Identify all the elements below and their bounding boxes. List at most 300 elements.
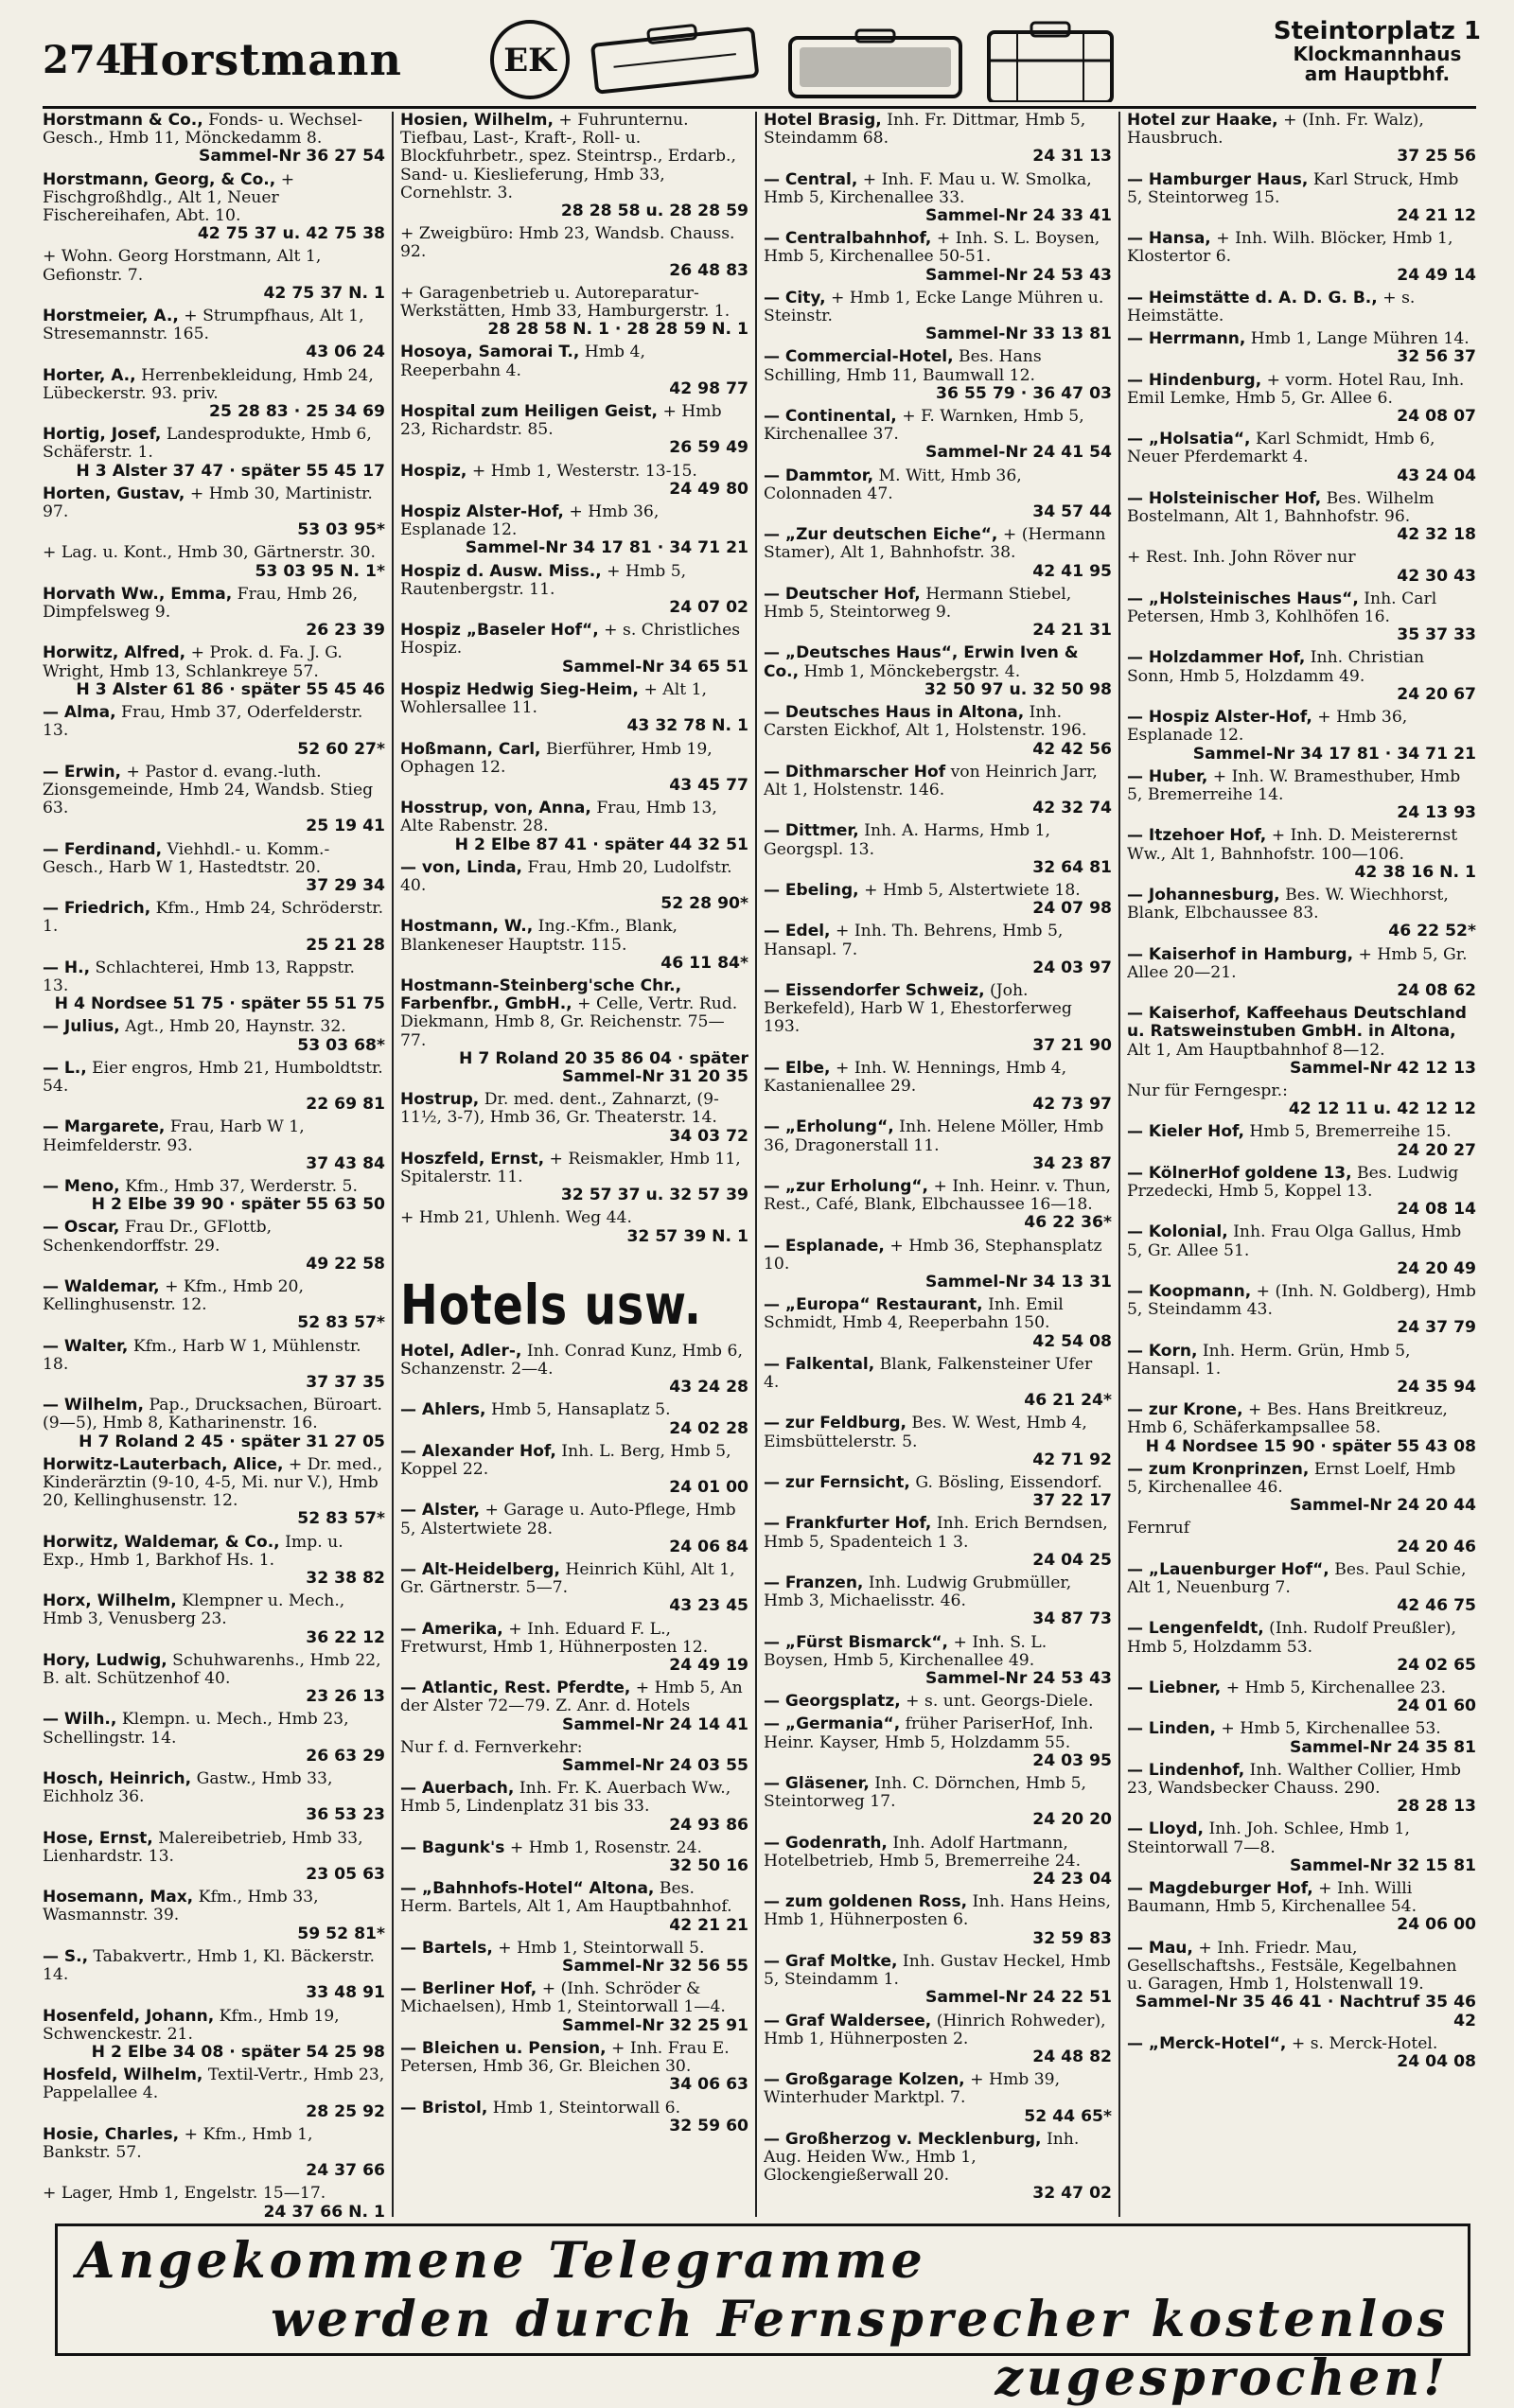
directory-entry — [764, 2071, 1112, 2126]
entry-phone: 42 32 74 — [1032, 799, 1112, 818]
entry-phone: 26 23 39 — [306, 621, 385, 641]
directory-entry — [1127, 590, 1476, 645]
directory-entry — [400, 977, 748, 1086]
entry-phone: 24 93 86 — [669, 1815, 748, 1835]
entry-address: Karl Struck, Hmb 5, Steintorweg 15. — [1127, 169, 1459, 207]
entry-address: + s. Merck-Hotel. — [1291, 2033, 1438, 2053]
directory-entry — [764, 171, 1112, 226]
directory-entry — [1127, 1679, 1476, 1715]
directory-entry — [1127, 1940, 1476, 2030]
entry-name: — Magdeburger Hof, — [1127, 1879, 1313, 1899]
entry-address: Frau, Hmb 20, Ludolfstr. 40. — [400, 857, 732, 895]
entry-address: Frau, Hmb 37, Oderfelderstr. 13. — [43, 703, 363, 741]
entry-address: + (Inh. N. Goldberg), Hmb 5, Steindamm 43. — [1127, 1281, 1476, 1320]
entry-address: Heinrich Kühl, Alt 1, Gr. Gärtnerstr. 5—7. — [400, 1560, 735, 1598]
entry-address: Hmb 1, Mönckebergstr. 4. — [803, 661, 1021, 681]
entry-name: — Dittmer, — [764, 821, 859, 841]
entry-address: + Hmb 1, Westerstr. 13-15. — [471, 461, 697, 481]
header-advertisement — [1274, 19, 1481, 84]
entry-name: Horwitz-Lauterbach, Alice, — [43, 1454, 284, 1474]
entry-name: — Continental, — [764, 407, 897, 427]
entry-name: — Hindenburg, — [1127, 370, 1262, 390]
directory-entry — [1127, 1005, 1476, 1078]
directory-entry — [43, 1060, 385, 1115]
entry-phone: 24 37 79 — [1397, 1318, 1476, 1338]
entry-address: + Alt 1, Wohlersallee 11. — [400, 679, 707, 718]
directory-entry — [764, 1356, 1112, 1411]
entry-phone: 24 20 49 — [1397, 1258, 1476, 1278]
telegram-notice-line1: Angekommene Telegramme — [77, 2232, 926, 2290]
entry-name: — Erwin, — [43, 762, 122, 782]
entry-name: — Lengenfeldt, — [1127, 1619, 1264, 1639]
directory-entry — [43, 308, 385, 362]
entry-phone: Sammel-Nr 33 13 81 — [924, 325, 1112, 344]
directory-entry — [764, 467, 1112, 522]
entry-phone: 42 38 16 N. 1 — [1354, 862, 1476, 882]
directory-entry — [1127, 2035, 1476, 2071]
column-1 — [43, 112, 385, 2217]
entry-phone: Sammel-Nr 42 12 13 — [1289, 1058, 1476, 1078]
entry-name: — Franzen, — [764, 1573, 864, 1593]
entry-name: — H., — [43, 958, 91, 977]
entry-address: + Inh. Th. Behrens, Hmb 5, Hansapl. 7. — [764, 922, 1064, 959]
entry-name: — KölnerHof goldene 13, — [1127, 1163, 1352, 1183]
entry-name: Horstmann, Georg, & Co., — [43, 169, 276, 189]
entry-phone: 26 63 29 — [306, 1746, 385, 1766]
entry-phone: 24 07 98 — [1032, 899, 1112, 919]
directory-entry — [43, 1770, 385, 1825]
entry-address: Frau Dr., GFlottb, Schenkendorffstr. 29. — [43, 1218, 273, 1256]
directory-entry — [43, 2066, 385, 2121]
entry-address: Fernruf — [1127, 1519, 1190, 1538]
entry-name: — Linden, — [1127, 1719, 1216, 1739]
header-ad-line2: Klockmannhaus — [1293, 43, 1462, 66]
entry-name: — Esplanade, — [764, 1236, 885, 1256]
entry-phone: 46 22 52* — [1388, 922, 1476, 941]
entry-phone: 42 98 77 — [669, 378, 748, 398]
entry-address: + Inh. Friedr. Mau, Gesellschaftshs., Festsäle, Kegelbahnen u. Garagen, Hmb 1, Holstenwall 19. — [1127, 1938, 1457, 1995]
entry-address: Alt 1, Am Hauptbahnhof 8—12. — [1127, 1040, 1385, 1060]
entry-name: Horter, A., — [43, 365, 136, 385]
entry-name: — Bleichen u. Pension, — [400, 2038, 607, 2058]
entry-address: Textil-Vertr., Hmb 23, Pappelallee 4. — [43, 2065, 385, 2103]
directory-entry — [1127, 768, 1476, 823]
entry-name: — Dammtor, — [764, 466, 874, 485]
entry-phone: 24 48 82 — [1032, 2047, 1112, 2066]
entry-name: Hotel zur Haake, — [1127, 112, 1278, 130]
entry-name: — Alt-Heidelberg, — [400, 1560, 560, 1580]
entry-address: Ernst Loelf, Hmb 5, Kirchenallee 46. — [1127, 1459, 1456, 1498]
directory-entry — [43, 1711, 385, 1766]
entry-address: + Inh. D. Meisterernst Ww., Alt 1, Bahnhofstr. 100—106. — [1127, 826, 1458, 864]
column-2 — [400, 112, 748, 2217]
entry-address: + Hmb 30, Martinistr. 97. — [43, 483, 373, 522]
entry-phone: 53 03 68* — [297, 1035, 385, 1055]
entry-name: — Ferdinand, — [43, 839, 163, 859]
entry-phone: Sammel-Nr 32 56 55 — [561, 1957, 748, 1977]
entry-name: — Oscar, — [43, 1218, 120, 1238]
entry-name: Hotel Brasig, — [764, 112, 882, 130]
directory-entry — [43, 764, 385, 836]
entry-name: — Friedrich, — [43, 899, 151, 919]
header-ad-line1: Steintorplatz 1 — [1273, 17, 1481, 45]
directory-entry — [400, 1151, 748, 1205]
column-3 — [764, 112, 1112, 2217]
entry-phone: Sammel-Nr 34 17 81 · 34 71 21 — [1192, 744, 1476, 764]
entry-address: + Wohn. Georg Horstmann, Alt 1, Gefionstr. 7. — [43, 247, 322, 285]
directory-entry — [1127, 1520, 1476, 1556]
directory-entry — [1127, 1123, 1476, 1159]
directory-entry — [764, 230, 1112, 285]
entry-address: Inh. Carsten Eickhof, Alt 1, Holstenstr. 196. — [764, 703, 1087, 741]
entry-address: Kfm., Hmb 19, Schwenckestr. 21. — [43, 2006, 340, 2044]
entry-name: — „Deutsches Haus“, Erwin Iven & Co., — [764, 643, 1079, 681]
entry-name: — Heimstätte d. A. D. G. B., — [1127, 288, 1378, 308]
entry-phone: 42 41 95 — [1032, 561, 1112, 581]
entry-phone: 32 57 37 u. 32 57 39 — [560, 1186, 748, 1205]
entry-phone: 37 21 90 — [1032, 1035, 1112, 1055]
entry-name: Hosoya, Samorai T., — [400, 343, 580, 362]
entry-address: Gastw., Hmb 33, Eichholz 36. — [43, 1769, 333, 1807]
entry-address: Bes. W. Wiechhorst, Blank, Elbchaussee 83. — [1127, 885, 1449, 923]
directory-entry — [400, 563, 748, 618]
entry-phone: 43 24 28 — [669, 1378, 748, 1397]
entry-name: Hospiz Hedwig Sieg-Heim, — [400, 679, 639, 699]
entry-address: Herrenbekleidung, Hmb 24, Lübeckerstr. 93. priv. — [43, 365, 374, 403]
entry-phone: 42 30 43 — [1397, 566, 1476, 586]
entry-phone: 24 02 65 — [1397, 1655, 1476, 1675]
entry-address: (Joh. Berkefeld), Harb W 1, Ehestorferweg 193. — [764, 980, 1072, 1037]
entry-name: Hortig, Josef, — [43, 425, 162, 445]
entry-phone: 46 21 24* — [1024, 1391, 1112, 1411]
directory-entry — [400, 1839, 748, 1875]
directory-entry — [43, 1889, 385, 1943]
entry-address: Bes. Hans Schilling, Hmb 11, Baumwall 12. — [764, 347, 1042, 385]
entry-name: — Kaiserhof, Kaffeehaus Deutschland u. Ratsweinstuben GmbH. in Altona, — [1127, 1004, 1467, 1042]
entry-address: + Strumpfhaus, Alt 1, Stresemannstr. 165. — [43, 307, 364, 344]
entry-name: — Commercial-Hotel, — [764, 347, 954, 367]
entry-name: — Deutsches Haus in Altona, — [764, 703, 1025, 723]
directory-columns — [43, 112, 1476, 2217]
entry-name: Hostmann-Steinberg'sche Chr., Farbenfbr., GmbH., — [400, 976, 682, 1014]
entry-address: Kfm., Hmb 33, Wasmannstr. 39. — [43, 1888, 319, 1925]
entry-name: — Margarete, — [43, 1117, 166, 1137]
entry-phone: 32 47 02 — [1032, 2184, 1112, 2204]
entry-phone: 28 25 92 — [306, 2101, 385, 2121]
entry-address: G. Bösling, Eissendorf. — [915, 1473, 1102, 1493]
entry-name: — S., — [43, 1946, 89, 1966]
entry-address: + Prok. d. Fa. J. G. Wright, Hmb 13, Schlankreye 57. — [43, 643, 343, 681]
page-name: Horstmann — [118, 34, 402, 85]
directory-entry — [43, 1830, 385, 1885]
entry-phone: 37 29 34 — [306, 875, 385, 895]
entry-name: — Ahlers, — [400, 1400, 486, 1420]
entry-address: + Pastor d. evang.-luth. Zionsgemeinde, Hmb 24, Wandsb. Stieg 63. — [43, 762, 374, 818]
entry-name: — Holsteinischer Hof, — [1127, 488, 1322, 508]
entry-phone: 37 37 35 — [306, 1373, 385, 1392]
entry-address: + Hmb 1, Ecke Lange Mühren u. Steinstr. — [764, 288, 1104, 326]
entry-address: + s. Heimstätte. — [1127, 288, 1416, 326]
directory-entry — [764, 290, 1112, 344]
entry-phone: H 4 Nordsee 51 75 · später 55 51 75 — [54, 994, 385, 1014]
entry-address: + (Inh. Schröder & Michaelsen), Hmb 1, Steintorwall 1—4. — [400, 1979, 726, 2017]
entry-name: — „zur Erholung“, — [764, 1176, 929, 1196]
directory-entry — [764, 704, 1112, 759]
entry-address: Inh. Walther Collier, Hmb 23, Wandsbecker Chauss. 290. — [1127, 1760, 1461, 1799]
entry-address: + Hmb 36, Stephansplatz 10. — [764, 1236, 1102, 1274]
entry-phone: 24 49 80 — [669, 479, 748, 499]
entry-name: — Centralbahnhof, — [764, 229, 932, 249]
entry-name: — „Germania“, — [764, 1714, 901, 1734]
entry-phone: 42 75 37 N. 1 — [263, 283, 385, 303]
entry-name: — „Holsteinisches Haus“, — [1127, 589, 1359, 608]
entry-name: — von, Linda, — [400, 857, 523, 877]
entry-address: Inh. Adolf Hartmann, Hotelbetrieb, Hmb 5, Bremerreihe 24. — [764, 1833, 1082, 1871]
entry-phone: Sammel-Nr 24 41 54 — [924, 443, 1112, 463]
directory-entry — [764, 1474, 1112, 1510]
directory-entry — [43, 485, 385, 540]
entry-name: — Holzdammer Hof, — [1127, 648, 1306, 668]
entry-address: + Inh. W. Hennings, Hmb 4, Kastanienallee 29. — [764, 1058, 1067, 1096]
entry-name: Hoßmann, Carl, — [400, 739, 541, 759]
directory-entry — [764, 882, 1112, 918]
directory-entry — [400, 622, 748, 677]
entry-address: Karl Schmidt, Hmb 6, Neuer Pferdemarkt 4. — [1127, 430, 1435, 467]
entry-address: Imp. u. Exp., Hmb 1, Barkhof Hs. 1. — [43, 1532, 343, 1570]
column-divider — [392, 112, 394, 2217]
entry-phone: 42 12 11 u. 42 12 12 — [1288, 1099, 1476, 1119]
entry-phone: Sammel-Nr 24 03 55 — [561, 1756, 748, 1776]
entry-phone: 52 44 65* — [1024, 2106, 1112, 2126]
entry-phone: 34 23 87 — [1032, 1153, 1112, 1173]
entry-phone: 32 59 83 — [1032, 1928, 1112, 1948]
directory-entry — [43, 544, 385, 580]
entry-phone: 59 52 81* — [297, 1924, 385, 1943]
entry-phone: 42 75 37 u. 42 75 38 — [197, 224, 385, 244]
entry-phone: 24 49 19 — [669, 1656, 748, 1676]
entry-phone: 43 24 04 — [1397, 466, 1476, 485]
entry-name: — Bartels, — [400, 1938, 493, 1958]
entry-name: — Deutscher Hof, — [764, 584, 921, 604]
directory-entry — [400, 1561, 748, 1616]
entry-name: Hosemann, Max, — [43, 1888, 194, 1907]
directory-entry — [1127, 1343, 1476, 1397]
entry-phone: H 3 Alster 61 86 · später 55 45 46 — [76, 679, 385, 699]
entry-name: — Herrmann, — [1127, 329, 1246, 349]
entry-name: — Liebner, — [1127, 1679, 1222, 1698]
entry-address: + Hmb 1, Steintorwall 5. — [498, 1938, 705, 1958]
entry-address: Inh. Ludwig Grubmüller, Hmb 3, Michaelisstr. 46. — [764, 1573, 1072, 1611]
entry-address: + Dr. med., Kinderärztin (9-10, 4-5, Mi. nur V.), Hmb 20, Kellinghusenstr. 12. — [43, 1454, 383, 1511]
entry-name: — Waldemar, — [43, 1276, 160, 1296]
entry-address: + Hmb 5, Kirchenallee 23. — [1225, 1679, 1447, 1698]
entry-address: Inh. Herm. Grün, Hmb 5, Hansapl. 1. — [1127, 1341, 1411, 1379]
entry-address: + Lag. u. Kont., Hmb 30, Gärtnerstr. 30. — [43, 543, 376, 563]
entry-phone: Sammel-Nr 34 17 81 · 34 71 21 — [465, 538, 748, 558]
directory-entry — [400, 343, 748, 398]
directory-entry — [764, 1634, 1112, 1689]
entry-name: — Kaiserhof in Hamburg, — [1127, 944, 1354, 964]
directory-entry — [764, 1775, 1112, 1830]
entry-name: Horstmeier, A., — [43, 307, 179, 326]
directory-entry — [400, 1091, 748, 1146]
directory-entry — [43, 841, 385, 896]
entry-address: Eier engros, Hmb 21, Humboldtstr. 54. — [43, 1058, 383, 1096]
entry-phone: Sammel-Nr 24 53 43 — [924, 1669, 1112, 1689]
entry-phone: 24 35 94 — [1397, 1378, 1476, 1397]
entry-phone: 25 28 83 · 25 34 69 — [209, 402, 385, 422]
directory-entry — [400, 1209, 748, 1245]
entry-name: — Georgsplatz, — [764, 1692, 901, 1712]
directory-entry — [43, 1219, 385, 1274]
entry-name: Hostmann, W., — [400, 917, 534, 937]
page-number: 274 — [43, 38, 122, 82]
directory-entry — [400, 2100, 748, 2136]
directory-entry — [400, 1502, 748, 1556]
entry-address: Nur für Ferngespr.: — [1127, 1081, 1288, 1100]
entry-address: Inh. Joh. Schlee, Hmb 1, Steintorwall 7—8. — [1127, 1819, 1410, 1857]
entry-phone: 42 54 08 — [1032, 1331, 1112, 1351]
entry-address: Kfm., Hmb 37, Werderstr. 5. — [125, 1176, 358, 1196]
entry-name: — Gläsener, — [764, 1774, 870, 1794]
directory-entry — [764, 586, 1112, 641]
entry-name: — Itzehoer Hof, — [1127, 826, 1267, 846]
entry-address: Schlachterei, Hmb 13, Rappstr. 13. — [43, 958, 355, 995]
directory-entry — [764, 1835, 1112, 1889]
entry-address: Bierführer, Hmb 19, Ophagen 12. — [400, 739, 713, 777]
directory-entry — [400, 1343, 748, 1397]
entry-address: + Hmb 23, Richardstr. 85. — [400, 402, 722, 440]
entry-name: — „Zur deutschen Eiche“, — [764, 525, 998, 545]
entry-phone: 24 21 12 — [1397, 206, 1476, 226]
entry-phone: 24 01 00 — [669, 1478, 748, 1498]
entry-phone: 24 20 67 — [1397, 684, 1476, 704]
entry-address: + Inh. F. Mau u. W. Smolka, Hmb 5, Kirchenallee 33. — [764, 169, 1092, 207]
entry-address: + Hmb 36, Esplanade 12. — [400, 502, 660, 540]
entry-phone: 34 06 63 — [669, 2075, 748, 2095]
directory-entry — [43, 644, 385, 699]
entry-name: Hospiz „Baseler Hof“, — [400, 621, 599, 641]
entry-phone: 35 37 33 — [1397, 625, 1476, 645]
entry-address: von Heinrich Jarr, Alt 1, Holstenstr. 146. — [764, 762, 1098, 800]
directory-entry — [400, 1980, 748, 2035]
entry-phone: 32 50 97 u. 32 50 98 — [924, 679, 1112, 699]
entry-address: Agt., Hmb 20, Haynstr. 32. — [125, 1017, 346, 1037]
entry-name: — City, — [764, 288, 826, 308]
column-4 — [1127, 112, 1476, 2217]
directory-entry — [1127, 1082, 1476, 1118]
entry-name: — Bristol, — [400, 2098, 488, 2118]
entry-name: — Eissendorfer Schweiz, — [764, 980, 985, 1000]
entry-address: + s. Christliches Hospiz. — [400, 621, 741, 659]
directory-entry — [400, 1401, 748, 1437]
entry-phone: 23 05 63 — [306, 1865, 385, 1885]
entry-name: Hostrup, — [400, 1090, 480, 1110]
entry-phone: 24 08 62 — [1397, 980, 1476, 1000]
entry-phone: 28 28 58 u. 28 28 59 — [560, 202, 748, 221]
entry-address: + Hmb 5, An der Alster 72—79. Z. Anr. d. Hotels — [400, 1679, 743, 1716]
directory-entry — [1127, 230, 1476, 285]
entry-name: Hospiz, — [400, 461, 467, 481]
directory-entry — [1127, 490, 1476, 545]
directory-entry — [400, 503, 748, 558]
entry-phone: 24 08 07 — [1397, 407, 1476, 427]
directory-entry — [1127, 1720, 1476, 1756]
entry-address: Inh. Christian Sonn, Hmb 5, Holzdamm 49. — [1127, 648, 1425, 686]
entry-name: — Frankfurter Hof, — [764, 1514, 932, 1534]
entry-address: (Inh. Rudolf Preußler), Hmb 5, Holzdamm 53. — [1127, 1619, 1456, 1657]
directory-entry — [400, 403, 748, 458]
header-rule — [43, 106, 1476, 109]
entry-address: Landesprodukte, Hmb 6, Schäferstr. 1. — [43, 425, 372, 463]
entry-phone: 52 83 57* — [297, 1509, 385, 1529]
entry-phone: 34 87 73 — [1032, 1609, 1112, 1629]
entry-phone: H 7 Roland 2 45 · später 31 27 05 — [79, 1432, 385, 1451]
directory-entry — [400, 1780, 748, 1835]
directory-entry — [1127, 431, 1476, 485]
entry-phone: 23 26 13 — [306, 1687, 385, 1707]
entry-phone: 24 20 46 — [1397, 1537, 1476, 1556]
directory-entry — [43, 248, 385, 303]
entry-name: Hose, Ernst, — [43, 1828, 153, 1848]
entry-phone: 42 71 92 — [1032, 1450, 1112, 1469]
entry-address: Tabakvertr., Hmb 1, Kl. Bäckerstr. 14. — [43, 1946, 376, 1985]
directory-entry — [764, 1118, 1112, 1173]
entry-name: — Graf Moltke, — [764, 1951, 898, 1971]
directory-entry — [764, 112, 1112, 167]
entry-address: + Inh. Eduard F. L., Fretwurst, Hmb 1, Hühnerposten 12. — [400, 1619, 709, 1657]
directory-entry — [400, 1880, 748, 1935]
directory-entry — [43, 586, 385, 641]
logo-monogram: EK — [503, 42, 556, 79]
entry-name: — Elbe, — [764, 1058, 831, 1078]
entry-address: + Celle, Vertr. Rud. Diekmann, Hmb 8, Gr. Reichenstr. 75—77. — [400, 994, 738, 1050]
entry-name: Horten, Gustav, — [43, 483, 185, 503]
entry-address: + Hmb 5, Gr. Allee 20—21. — [1127, 944, 1468, 982]
entry-address: + Inh. W. Bramesthuber, Hmb 5, Bremerreihe 14. — [1127, 766, 1461, 804]
directory-entry — [43, 1948, 385, 2003]
directory-entry — [764, 1178, 1112, 1233]
entry-name: — „Lauenburger Hof“, — [1127, 1559, 1329, 1579]
directory-entry — [764, 2013, 1112, 2067]
entry-address: + Hmb 39, Winterhuder Marktpl. 7. — [764, 2070, 1061, 2108]
entry-name: — „Holsatia“, — [1127, 430, 1251, 449]
entry-phone: 53 03 95 N. 1* — [255, 561, 385, 581]
directory-entry — [1127, 1401, 1476, 1456]
luggage-logo-icon — [487, 17, 1131, 102]
directory-entry — [43, 704, 385, 759]
entry-name: Hospiz Alster-Hof, — [400, 502, 564, 522]
entry-name: — Central, — [764, 169, 858, 189]
entry-address: Frau, Harb W 1, Heimfelderstr. 93. — [43, 1117, 305, 1155]
directory-entry — [43, 2185, 385, 2217]
entry-phone: Sammel-Nr 24 35 81 — [1289, 1737, 1476, 1757]
entry-name: — zur Feldburg, — [764, 1414, 907, 1433]
entry-address: + (Hermann Stamer), Alt 1, Bahnhofstr. 38. — [764, 525, 1106, 563]
entry-name: — zur Krone, — [1127, 1400, 1243, 1420]
entry-address: Klempn. u. Mech., Hmb 23, Schellingstr. 14. — [43, 1710, 349, 1748]
entry-phone: 24 02 28 — [669, 1418, 748, 1438]
directory-entry — [1127, 946, 1476, 1001]
entry-address: + Inh. Wilh. Blöcker, Hmb 1, Klostertor 6. — [1127, 229, 1453, 267]
directory-entry — [400, 2040, 748, 2095]
entry-name: — zur Fernsicht, — [764, 1473, 910, 1493]
entry-address: Malereibetrieb, Hmb 33, Lienhardstr. 13. — [43, 1828, 363, 1866]
entry-address: Inh. L. Berg, Hmb 5, Koppel 22. — [400, 1441, 731, 1479]
column-divider — [1118, 112, 1120, 2217]
directory-entry — [1127, 1820, 1476, 1875]
entry-phone: 52 28 90* — [660, 894, 748, 914]
